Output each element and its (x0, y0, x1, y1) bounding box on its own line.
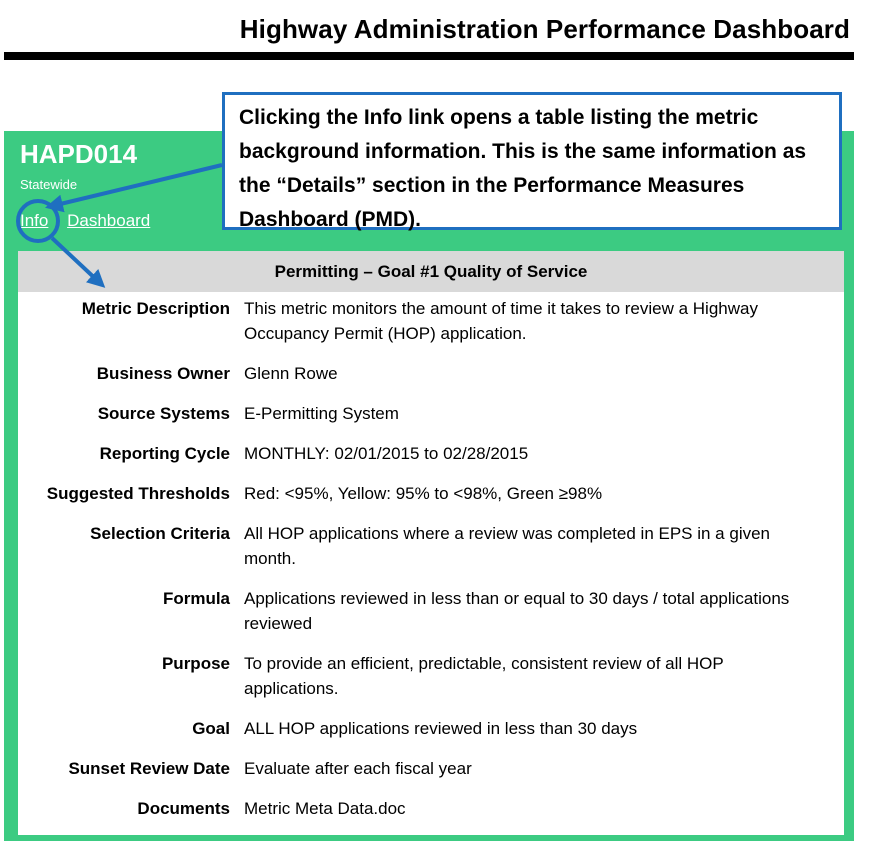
row-value: Red: <95%, Yellow: 95% to <98%, Green ≥98% (244, 484, 603, 503)
highlight-circle (18, 201, 58, 241)
row-label: Metric Description (81, 299, 230, 318)
page-title: Highway Administration Performance Dashboard (239, 14, 850, 44)
scope-label: Statewide (20, 177, 78, 192)
row-label: Goal (192, 719, 230, 738)
row-label: Source Systems (97, 404, 230, 423)
dashboard-link[interactable]: Dashboard (67, 211, 151, 230)
info-callout: Clicking the Info link opens a table listing the metric background information. This is the same information as the “Details” section in the Performance Measures Dashboard (PMD). (222, 92, 842, 230)
row-value: Evaluate after each fiscal year (244, 759, 472, 778)
table-arrow (52, 238, 100, 283)
row-value: Glenn Rowe (244, 364, 338, 383)
row-value: All HOP applications where a review was completed in EPS in a given month. (244, 524, 771, 568)
row-label: Business Owner (96, 364, 230, 383)
metric-code: HAPD014 (20, 139, 138, 169)
row-label: Reporting Cycle (99, 444, 230, 463)
row-label: Formula (162, 589, 230, 608)
row-label: Selection Criteria (90, 524, 230, 543)
row-label: Purpose (161, 654, 230, 673)
row-value: Metric Meta Data.doc (244, 799, 406, 818)
row-value: Applications reviewed in less than or equal to 30 days / total applications reviewed (244, 589, 790, 633)
row-value: This metric monitors the amount of time it takes to review a Highway Occupancy Permit (HOP) application. (244, 299, 758, 343)
row-label: Documents (137, 799, 230, 818)
info-link[interactable]: Info (20, 211, 49, 230)
row-label: Suggested Thresholds (46, 484, 230, 503)
row-value: E-Permitting System (244, 404, 399, 423)
callout-arrow (52, 165, 222, 206)
table-header: Permitting – Goal #1 Quality of Service (18, 251, 844, 292)
row-value: ALL HOP applications reviewed in less than 30 days (244, 719, 638, 738)
row-value: To provide an efficient, predictable, consistent review of all HOP applications. (244, 654, 724, 698)
row-label: Sunset Review Date (68, 759, 230, 778)
row-value: MONTHLY: 02/01/2015 to 02/28/2015 (244, 444, 529, 463)
